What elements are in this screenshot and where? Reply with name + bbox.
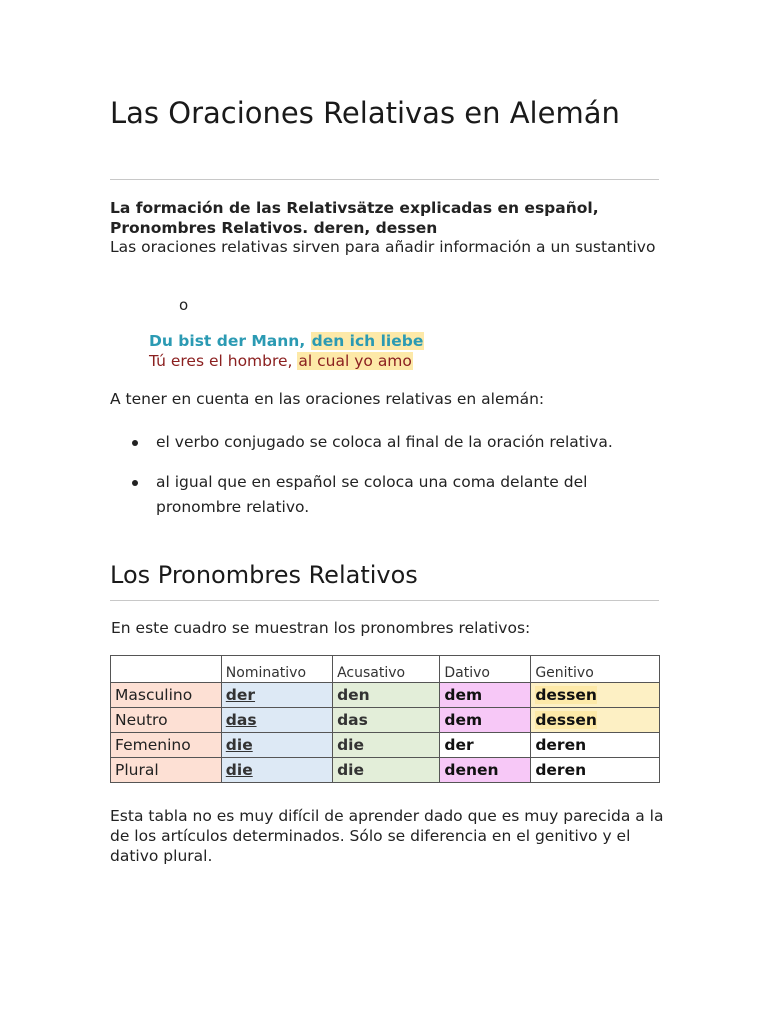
cell-dativo: denen	[440, 758, 531, 783]
table-row	[111, 733, 660, 758]
cell-acusativo: das	[333, 708, 440, 733]
table-row	[111, 708, 660, 733]
header-dativo: Dativo	[440, 656, 531, 683]
row-label-neutro: Neutro	[111, 708, 222, 733]
cell-nominativo: die	[221, 758, 332, 783]
cell-dativo: dem	[440, 683, 531, 708]
cell-nominativo: das	[221, 708, 332, 733]
header-genitivo: Genitivo	[531, 656, 660, 683]
intro-paragraph: Las oraciones relativas sirven para añadir información a un sustantivo	[110, 238, 656, 256]
table-row	[111, 683, 660, 708]
section-divider	[110, 600, 659, 601]
header-cell-empty	[111, 656, 222, 683]
cell-acusativo: die	[333, 758, 440, 783]
note-paragraph: A tener en cuenta en las oraciones relativas en alemán:	[110, 390, 545, 408]
table-row	[111, 758, 660, 783]
row-label-masculino: Masculino	[111, 683, 222, 708]
list-item: el verbo conjugado se coloca al final de la oración relativa.	[110, 430, 670, 455]
rules-list	[110, 430, 670, 535]
example-spanish-relative: al cual yo amo	[298, 352, 412, 370]
list-item: al igual que en español se coloca una coma delante del pronombre relativo.	[110, 470, 670, 520]
cell-nominativo: der	[221, 683, 332, 708]
cell-acusativo: den	[333, 683, 440, 708]
title-divider	[110, 179, 659, 180]
closing-paragraph: Esta tabla no es muy difícil de aprender dado que es muy parecida a la de los artículos determinados. Sólo se diferencia en el genitivo y el dativo plural.	[110, 807, 664, 865]
bullet-icon	[132, 480, 138, 486]
example-german-main: Du bist der Mann,	[149, 332, 306, 350]
bullet-icon	[132, 440, 138, 446]
cell-dativo: dem	[440, 708, 531, 733]
table-header-row	[111, 656, 660, 683]
subtitle: La formación de las Relativsätze explicadas en español, Pronombres Relativos. deren, dessen	[110, 199, 599, 237]
section-title: Los Pronombres Relativos	[110, 561, 418, 589]
example-german	[149, 331, 424, 351]
pronouns-table	[110, 655, 660, 783]
row-label-femenino: Femenino	[111, 733, 222, 758]
cell-genitivo: dessen	[531, 708, 660, 733]
cell-genitivo: deren	[531, 733, 660, 758]
example-spanish-main: Tú eres el hombre,	[149, 352, 293, 370]
cell-nominativo: die	[221, 733, 332, 758]
header-acusativo: Acusativo	[333, 656, 440, 683]
page-title: Las Oraciones Relativas en Alemán	[110, 96, 620, 130]
cell-dativo: der	[440, 733, 531, 758]
row-label-plural: Plural	[111, 758, 222, 783]
cell-genitivo: deren	[531, 758, 660, 783]
cell-acusativo: die	[333, 733, 440, 758]
list-marker-circle: o	[179, 296, 189, 314]
cell-genitivo: dessen	[531, 683, 660, 708]
table-intro: En este cuadro se muestran los pronombres relativos:	[111, 619, 531, 637]
header-nominativo: Nominativo	[221, 656, 332, 683]
example-spanish	[149, 351, 413, 371]
example-german-relative: den ich liebe	[311, 332, 424, 350]
